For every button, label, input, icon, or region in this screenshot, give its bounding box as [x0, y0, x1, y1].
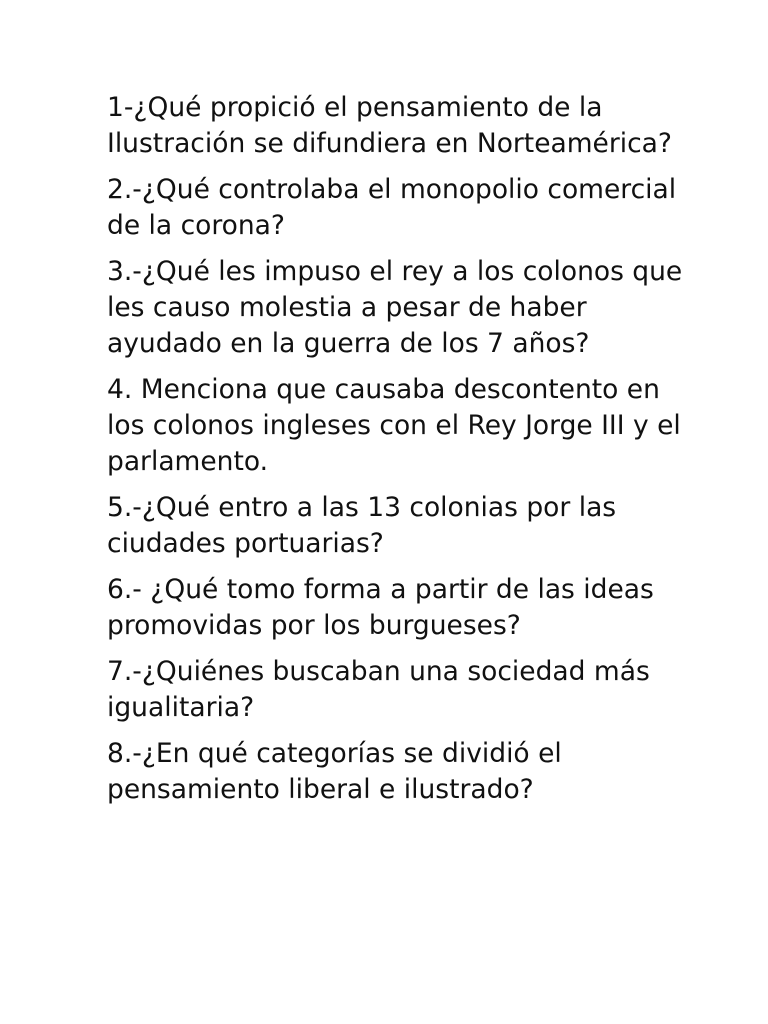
question-4: 4. Menciona que causaba descontento en los colonos ingleses con el Rey Jorge III y el parlamento.	[107, 374, 681, 477]
question-1: 1-¿Qué propició el pensamiento de la Ilustración se difundiera en Norteamérica?	[107, 92, 672, 159]
question-2: 2.-¿Qué controlaba el monopolio comercial de la corona?	[107, 174, 677, 241]
question-3: 3.-¿Qué les impuso el rey a los colonos que les causo molestia a pesar de haber ayudado en la guerra de los 7 años?	[107, 256, 683, 359]
question-7: 7.-¿Quiénes buscaban una sociedad más igualitaria?	[107, 656, 650, 723]
question-5: 5.-¿Qué entro a las 13 colonias por las ciudades portuarias?	[107, 492, 617, 559]
question-list	[107, 90, 687, 818]
question-6: 6.- ¿Qué tomo forma a partir de las ideas promovidas por los burgueses?	[107, 574, 654, 641]
question-8: 8.-¿En qué categorías se dividió el pensamiento liberal e ilustrado?	[107, 738, 562, 805]
